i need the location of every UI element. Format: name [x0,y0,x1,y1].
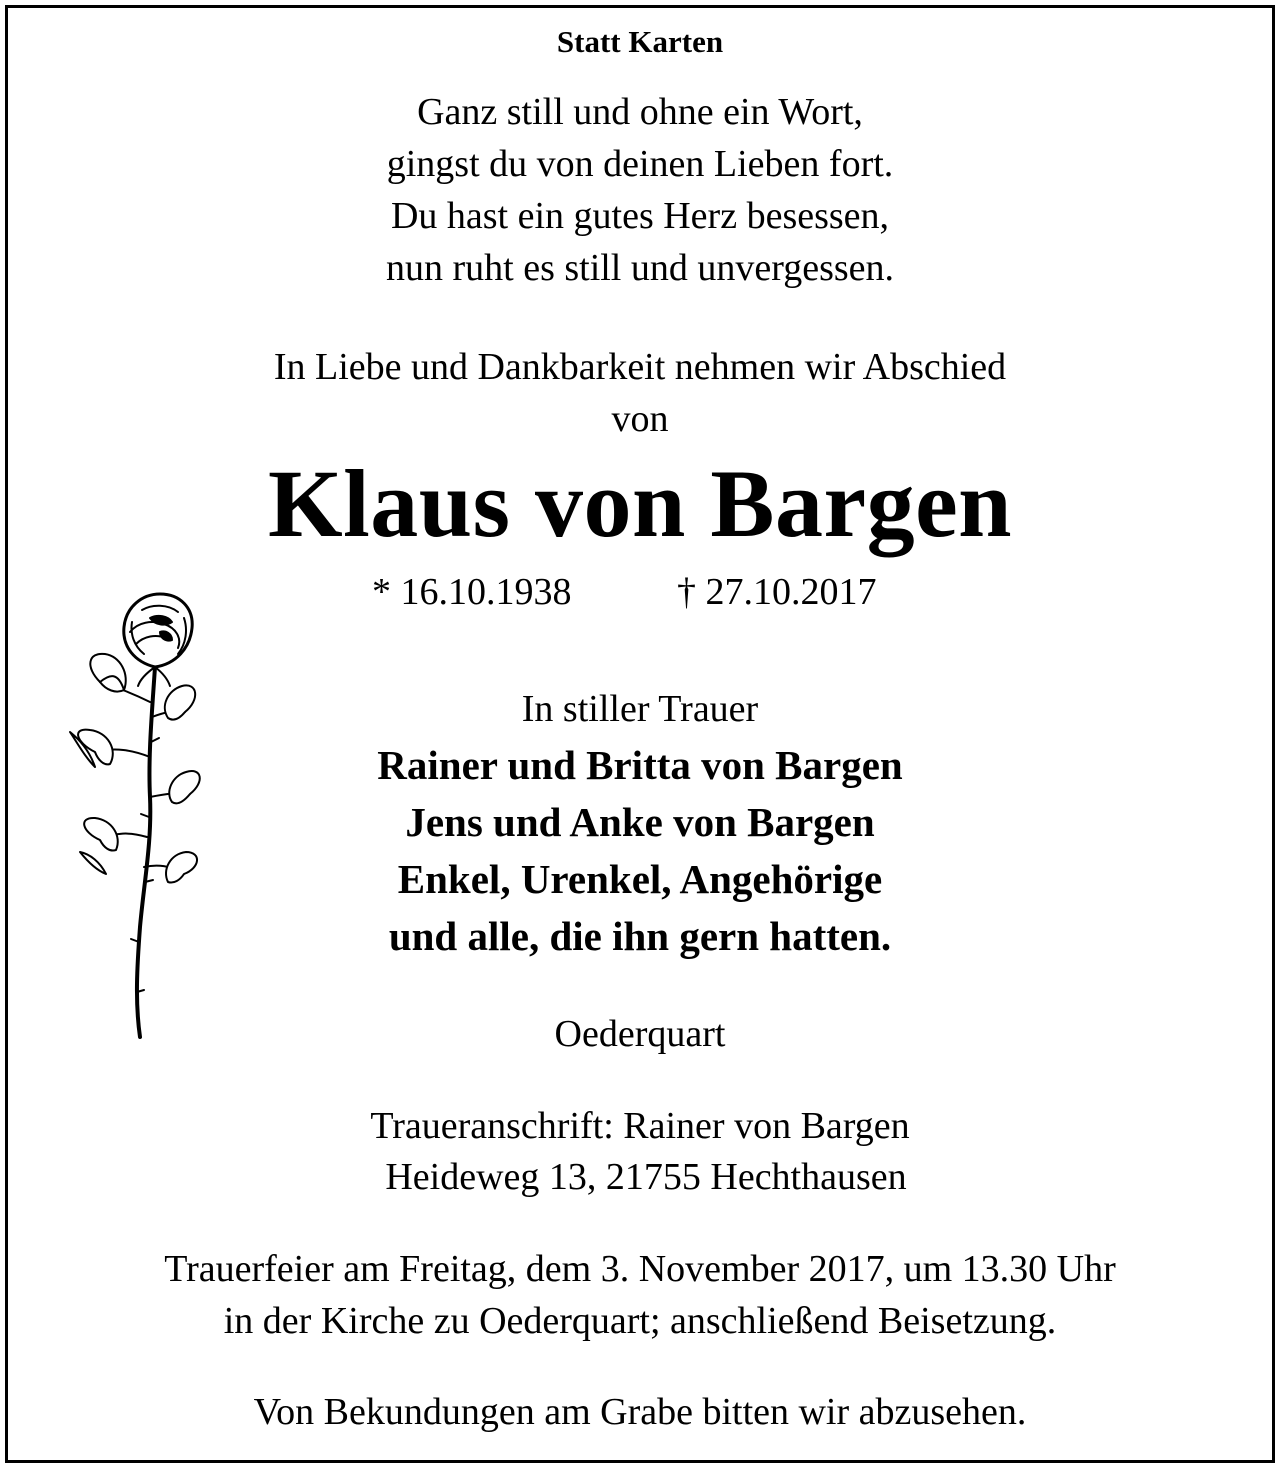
death-date: † 27.10.2017 [677,571,877,613]
birth-date: * 16.10.1938 [372,571,572,613]
mourner-line: Rainer und Britta von Bargen [377,742,903,788]
condolence-address-name: Traueranschrift: Rainer von Bargen [370,1105,910,1147]
deceased-name: Klaus von Bargen [267,450,1013,557]
funeral-service-info: Trauerfeier am Freitag, dem 3. November 2017, um 13.30 Uhr [164,1248,1116,1290]
closing-request: Von Bekundungen am Grabe bitten wir abzusehen. [253,1391,1027,1433]
mourner-line: und alle, die ihn gern hatten. [388,913,892,959]
mourning-intro: In stiller Trauer [521,688,759,730]
poem-line: Ganz still und ohne ein Wort, [417,91,863,133]
place-name: Oederquart [554,1013,726,1055]
condolence-address-street: Heideweg 13, 21755 Hechthausen [385,1156,907,1198]
notice-header: Statt Karten [556,24,724,59]
poem-line: gingst du von deinen Lieben fort. [386,143,894,185]
farewell-intro: In Liebe und Dankbarkeit nehmen wir Abschied [273,346,1007,388]
funeral-location-info: in der Kirche zu Oederquart; anschließend Beisetzung. [223,1300,1057,1342]
poem-line: nun ruht es still und unvergessen. [385,247,895,289]
poem-line: Du hast ein gutes Herz besessen, [390,195,890,237]
farewell-intro-von: von [611,398,669,440]
mourner-line: Enkel, Urenkel, Angehörige [397,856,883,902]
mourner-line: Jens und Anke von Bargen [405,799,875,845]
